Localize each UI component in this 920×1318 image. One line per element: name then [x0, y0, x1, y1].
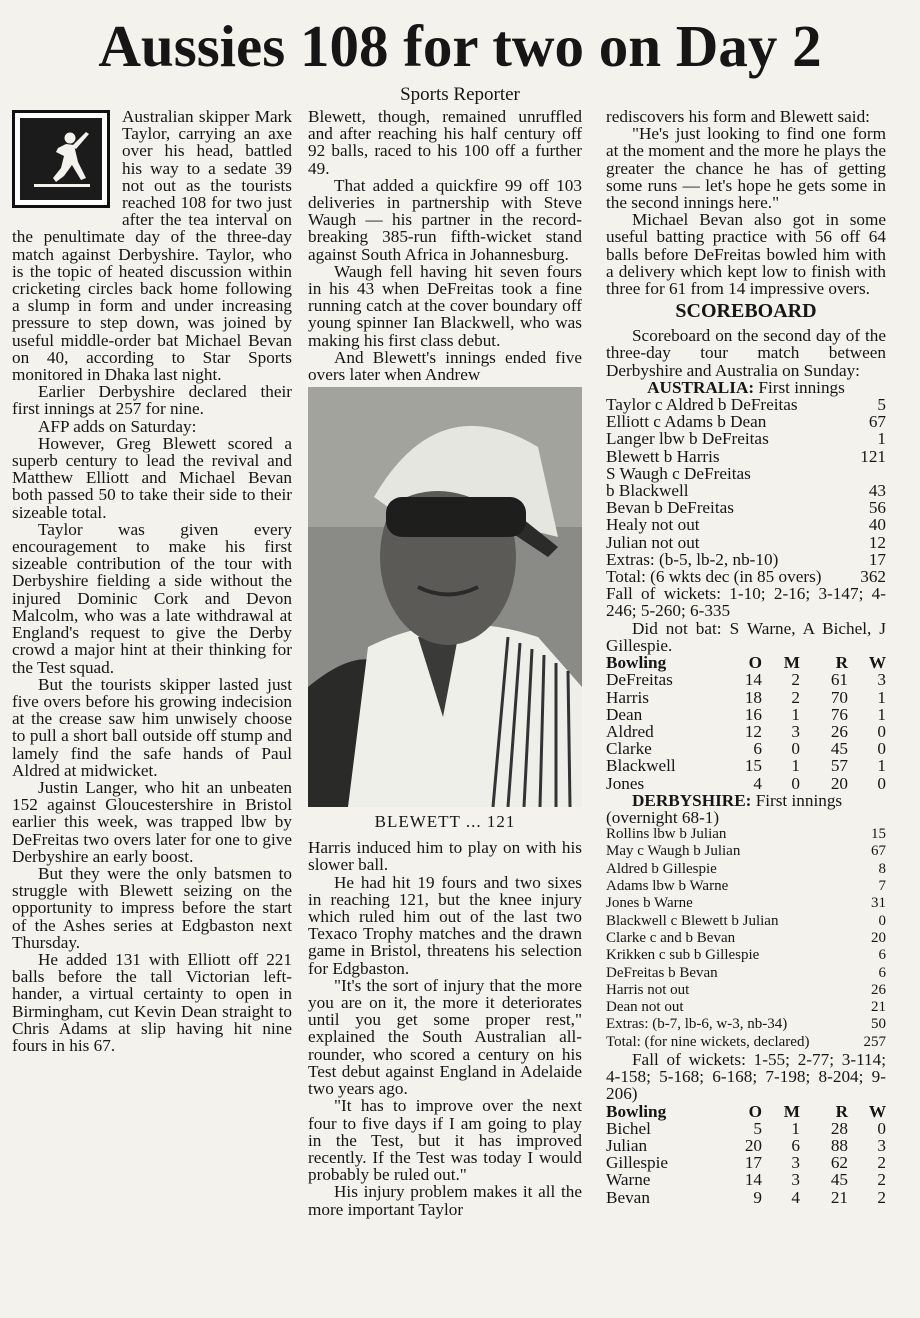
bowling-figure: 28	[830, 1118, 848, 1138]
bowling-row	[606, 706, 886, 723]
bowling-figure: 45	[830, 1170, 848, 1190]
article-paragraph: He added 131 with Elliott off 221 balls before the tall Victorian left-hander, a virtual certainty to open in Birmingham, cut Kevin Dean straight to Chris Adams at slip having hit nine fours in his 67.	[12, 949, 292, 1055]
runs-value: 26	[871, 981, 886, 998]
bowling-figure: 21	[830, 1187, 848, 1207]
innings-label: First innings	[754, 377, 845, 397]
bowling-figure: 1	[877, 687, 886, 707]
batting-row	[606, 913, 886, 930]
bowling-figure: 1	[791, 756, 800, 776]
article-paragraph: Australian skipper Mark Taylor, carrying an axe over his head, battled his way to a sedate 39 not out as the tourists reached 108 for two just after the tea interval on the penultimate day of the three-day match against Derbyshire. Taylor, who is the topic of heated discussion within cricketing circles back home following a slump in form and under increasing pressure to step down, was joined by useful middle-order bat Michael Bevan on 40, according to Star Sports monitored in Dhaka last night.	[12, 107, 292, 385]
cricket-batsman-icon	[12, 110, 110, 208]
bowling-figure: 20	[744, 1136, 762, 1155]
bowler-name: Blackwell	[606, 756, 676, 776]
runs-value: 40	[868, 515, 886, 535]
bowling-figure: 6	[753, 739, 762, 759]
bowling-row	[606, 1171, 886, 1188]
batsman-entry: Adams lbw b Warne	[606, 878, 729, 895]
batsman-entry: Krikken c sub b Gillespie	[606, 947, 760, 964]
bowler-name: Aldred	[606, 721, 654, 741]
bowling-figure: 2	[877, 1170, 886, 1190]
bowling-row	[606, 1137, 886, 1154]
bowling-header-cell: M	[783, 653, 800, 673]
batting-row	[606, 568, 886, 585]
bowler-name: Bevan	[606, 1187, 650, 1207]
runs-value: 15	[871, 826, 886, 843]
batting-row	[606, 982, 886, 999]
batting-row	[606, 551, 886, 568]
batsman-entry: Harris not out	[606, 981, 690, 998]
bowling-figure: 2	[791, 687, 800, 707]
article-paragraph: He had hit 19 fours and two sixes in reaching 121, but the knee injury which ruled him out of the last two Texaco Trophy matches and the drawn game in Bristol, threatens his selection for Edgbaston.	[308, 872, 582, 978]
scoreboard-intro: Scoreboard on the second day of the three-day tour match between Derbyshire and Australia on Sunday:	[606, 326, 886, 380]
runs-value: 6	[878, 947, 886, 964]
australia-innings-header	[606, 379, 886, 396]
bowling-figure: 88	[830, 1136, 848, 1155]
bowling-figure: 3	[791, 1153, 800, 1173]
bowling-figure: 9	[753, 1187, 762, 1207]
bowling-figure: 4	[791, 1187, 800, 1207]
batsman-entry: Clarke c and b Bevan	[606, 929, 736, 946]
bowling-header-cell: R	[835, 653, 848, 673]
derbyshire-overnight: (overnight 68-1)	[606, 807, 720, 827]
bowling-figure: 0	[877, 773, 886, 793]
batting-row	[606, 430, 886, 447]
batsman-entry: Jones b Warne	[606, 895, 693, 912]
batting-row	[606, 947, 886, 964]
derbyshire-innings-header	[606, 792, 886, 809]
bowling-figure: 6	[791, 1136, 800, 1155]
bowling-header-row	[606, 654, 886, 671]
runs-value: 20	[871, 929, 886, 946]
derbyshire-team-label: DERBYSHIRE:	[632, 790, 752, 810]
bowling-row	[606, 671, 886, 688]
article-paragraph: But the tourists skipper lasted just five overs before his growing indecision at the crease saw him unwisely choose to pull a short ball outside off stump and lamely find the safe hands of Paul Aldred at midwicket.	[12, 674, 292, 780]
bowling-figure: 0	[791, 739, 800, 759]
runs-value: 6	[878, 964, 886, 981]
runs-value: 1	[877, 429, 886, 449]
bowling-row	[606, 740, 886, 757]
player-photo	[308, 387, 582, 807]
article-paragraph: His injury problem makes it all the more important Taylor	[308, 1182, 582, 1219]
runs-value: 12	[868, 532, 886, 552]
bowler-name: Harris	[606, 687, 649, 707]
runs-value: 17	[868, 549, 886, 569]
bowling-figure: 26	[830, 721, 848, 741]
australia-fall-of-wickets: Fall of wickets: 1-10; 2-16; 3-147; 4-246; 5-260; 6-335	[606, 584, 886, 621]
bowling-figure: 57	[830, 756, 848, 776]
headline: Aussies 108 for two on Day 2	[98, 13, 822, 79]
runs-value: 67	[868, 412, 886, 432]
batsman-entry: Langer lbw b DeFreitas	[606, 429, 769, 449]
article-paragraph: "He's just looking to find one form at the moment and the more he plays the greater the chance he has of getting some runs — let's hope he gets some in the second innings here."	[606, 124, 886, 213]
bowling-figure: 0	[877, 721, 886, 741]
bowling-figure: 18	[744, 687, 762, 707]
bowler-name: Bichel	[606, 1118, 651, 1138]
batsman-entry: Bevan b DeFreitas	[606, 498, 734, 518]
bowling-figure: 1	[877, 704, 886, 724]
batting-row	[606, 826, 886, 843]
batting-row	[606, 878, 886, 895]
bowling-figure: 15	[744, 756, 762, 776]
bowling-figure: 1	[791, 1118, 800, 1138]
bowling-figure: 16	[744, 704, 762, 724]
bowling-figure: 20	[830, 773, 848, 793]
runs-value: 362	[860, 567, 886, 587]
batsman-entry: Julian not out	[606, 532, 700, 552]
bowling-row	[606, 775, 886, 792]
bowling-row	[606, 723, 886, 740]
batting-row	[606, 1016, 886, 1033]
cricket-batsman-icon-graphic	[20, 118, 102, 200]
bowling-figure: 1	[877, 756, 886, 776]
bowling-header-cell: M	[783, 1101, 800, 1121]
bowling-figure: 3	[791, 721, 800, 741]
player-photo-graphic	[308, 387, 582, 807]
batting-row	[606, 516, 886, 533]
australia-team-label: AUSTRALIA:	[647, 377, 755, 397]
runs-value: 21	[871, 999, 886, 1016]
bowling-figure: 3	[877, 670, 886, 690]
batting-row	[606, 1034, 886, 1051]
bowling-figure: 76	[830, 704, 848, 724]
bowling-header-cell: O	[748, 1101, 762, 1121]
bowler-name: Dean	[606, 704, 643, 724]
batsman-entry: Extras: (b-5, lb-2, nb-10)	[606, 549, 779, 569]
article-paragraph: Justin Langer, who hit an unbeaten 152 against Gloucestershire in Bristol earlier this week, was trapped lbw by DeFreitas two overs later for one to give Derbyshire an early boost.	[12, 777, 292, 866]
batting-row	[606, 413, 886, 430]
batting-row	[606, 465, 886, 482]
batsman-entry: Blewett b Harris	[606, 446, 720, 466]
australia-bowling-table	[606, 1103, 886, 1206]
bowling-figure: 12	[744, 721, 762, 741]
bowling-header-cell: Bowling	[606, 653, 667, 673]
batsman-entry: b Blackwell	[606, 481, 689, 501]
bowling-header-cell: R	[835, 1101, 848, 1121]
batsman-entry: Dean not out	[606, 999, 684, 1016]
batting-row	[606, 482, 886, 499]
runs-value: 67	[871, 843, 886, 860]
article-paragraph: rediscovers his form and Blewett said:	[606, 107, 870, 126]
bowling-figure: 45	[830, 739, 848, 759]
batting-row	[606, 999, 886, 1016]
australia-did-not-bat: Did not bat: S Warne, A Bichel, J Gillespie.	[606, 618, 886, 655]
bowling-header-row	[606, 1103, 886, 1120]
batsman-entry: DeFreitas b Bevan	[606, 964, 718, 981]
runs-value: 8	[878, 860, 886, 877]
batsman-entry: Taylor c Aldred b DeFreitas	[606, 395, 798, 415]
bowling-row	[606, 1154, 886, 1171]
bowling-figure: 5	[753, 1118, 762, 1138]
bowling-figure: 3	[791, 1170, 800, 1190]
article-paragraph: Taylor was given every encouragement to make his first sizeable contribution of the tour with Derbyshire fielding a side without the injured Dominic Cork and Devon Malcolm, who was a late withdrawal at England's request to give the Derby crowd a major hint at their thinking for the Test squad.	[12, 519, 292, 677]
bowler-name: DeFreitas	[606, 670, 673, 690]
bowling-header-cell: W	[868, 653, 886, 673]
bowling-figure: 14	[744, 1170, 762, 1190]
batsman-entry: Total: (6 wkts dec (in 85 overs)	[606, 567, 822, 587]
batsman-entry: S Waugh c DeFreitas	[606, 463, 751, 483]
article-paragraph: Waugh fell having hit seven fours in his 43 when DeFreitas took a fine running catch at the cover boundary off young spinner Ian Blackwell, who was making his first class debut.	[308, 261, 582, 350]
bowling-figure: 2	[877, 1187, 886, 1207]
article-column-1	[12, 108, 292, 1054]
runs-value: 5	[877, 395, 886, 415]
batting-row	[606, 895, 886, 912]
bowler-name: Jones	[606, 773, 645, 793]
article-paragraph: However, Greg Blewett scored a superb century to lead the revival and Matthew Elliott and Michael Bevan both passed 50 to take their side to their sizeable total.	[12, 433, 292, 522]
bowling-row	[606, 1120, 886, 1137]
bowling-figure: 0	[877, 1118, 886, 1138]
article-paragraph: "It's the sort of injury that the more you are on it, the more it deteriorates until you get some proper rest," explained the South Australian all-rounder, who scored a century on his Test debut against England in Adelaide two years ago.	[308, 975, 582, 1099]
byline: Sports Reporter	[400, 84, 520, 105]
article-column-2	[308, 108, 582, 1218]
bowling-figure: 14	[744, 670, 762, 690]
bowler-name: Clarke	[606, 739, 652, 759]
article-column-3	[606, 108, 886, 1206]
bowler-name: Gillespie	[606, 1153, 669, 1173]
batting-row	[606, 843, 886, 860]
batsman-entry: Total: (for nine wickets, declared)	[606, 1033, 810, 1050]
bowler-name: Warne	[606, 1170, 651, 1190]
player-photo-block	[308, 387, 582, 833]
runs-value: 121	[860, 446, 886, 466]
bowling-figure: 1	[791, 704, 800, 724]
article-paragraph: AFP adds on Saturday:	[38, 416, 197, 436]
batting-row	[606, 965, 886, 982]
derbyshire-bowling-table	[606, 654, 886, 792]
article-paragraph: Michael Bevan also got in some useful batting practice with 56 off 64 balls before DeFreitas bowled him with a delivery which kept low to finish with three for 61 from 14 impressive overs.	[606, 210, 886, 299]
runs-value: 7	[878, 878, 886, 895]
batsman-entry: Blackwell c Blewett b Julian	[606, 912, 779, 929]
batting-row	[606, 396, 886, 413]
runs-value: 50	[871, 1016, 886, 1033]
bowling-row	[606, 689, 886, 706]
scoreboard-title: SCOREBOARD	[675, 300, 817, 323]
bowling-figure: 2	[791, 670, 800, 690]
batting-row	[606, 499, 886, 516]
article-paragraph: But they were the only batsmen to struggle with Blewett seizing on the opportunity to impress before the start of the Ashes series at Edgbaston next Thursday.	[12, 863, 292, 952]
bowling-header-cell: Bowling	[606, 1101, 667, 1121]
article-paragraph: Harris induced him to play on with his slower ball.	[308, 838, 582, 875]
article-paragraph: That added a quickfire 99 off 103 deliveries in partnership with Steve Waugh — his partner in the record-breaking 385-run fifth-wicket stand against South Africa in Johannesburg.	[308, 175, 582, 264]
bowling-header-cell: W	[868, 1101, 886, 1121]
article-paragraph: Blewett, though, remained unruffled and after reaching his half century off 92 balls, raced to his 100 off a further 49.	[308, 107, 582, 178]
bowling-row	[606, 757, 886, 774]
article-paragraph: And Blewett's innings ended five overs later when Andrew	[308, 347, 582, 385]
runs-value: 257	[863, 1033, 886, 1050]
bowler-name: Julian	[606, 1136, 648, 1155]
batsman-entry: May c Waugh b Julian	[606, 843, 741, 860]
bowling-figure: 61	[830, 670, 848, 690]
runs-value: 56	[868, 498, 886, 518]
derbyshire-fall-of-wickets: Fall of wickets: 1-55; 2-77; 3-114; 4-158; 5-168; 6-168; 7-198; 8-204; 9-206)	[606, 1049, 886, 1104]
batsman-entry: Extras: (b-7, lb-6, w-3, nb-34)	[606, 1016, 788, 1033]
australia-batting-table	[606, 396, 886, 585]
bowling-row	[606, 1189, 886, 1206]
batsman-entry: Healy not out	[606, 515, 700, 535]
runs-value: 0	[878, 912, 886, 929]
bowling-figure: 17	[744, 1153, 762, 1173]
bowling-header-cell: O	[748, 653, 762, 673]
runs-value: 31	[871, 895, 886, 912]
batsman-entry: Aldred b Gillespie	[606, 860, 717, 877]
batting-row	[606, 861, 886, 878]
bowling-figure: 2	[877, 1153, 886, 1173]
bowling-figure: 3	[877, 1136, 886, 1155]
bowling-figure: 70	[830, 687, 848, 707]
batsman-entry: Elliott c Adams b Dean	[606, 412, 767, 432]
photo-caption: BLEWETT ... 121	[374, 812, 516, 832]
article-paragraph: Earlier Derbyshire declared their first innings at 257 for nine.	[12, 382, 292, 419]
runs-value: 43	[868, 481, 886, 501]
derbyshire-batting-table	[606, 826, 886, 1051]
batting-row	[606, 448, 886, 465]
article-paragraph: "It has to improve over the next four to five days if I am going to play in the Test, but it has improved recently. If the Test was today I would probably be ruled out."	[308, 1096, 582, 1185]
innings-label: First innings	[751, 790, 843, 810]
bowling-figure: 4	[753, 773, 762, 793]
batsman-entry: Rollins lbw b Julian	[606, 826, 727, 843]
bowling-figure: 0	[877, 739, 886, 759]
bowling-figure: 0	[791, 773, 800, 793]
bowling-figure: 62	[830, 1153, 848, 1173]
batting-row	[606, 534, 886, 551]
batting-row	[606, 930, 886, 947]
